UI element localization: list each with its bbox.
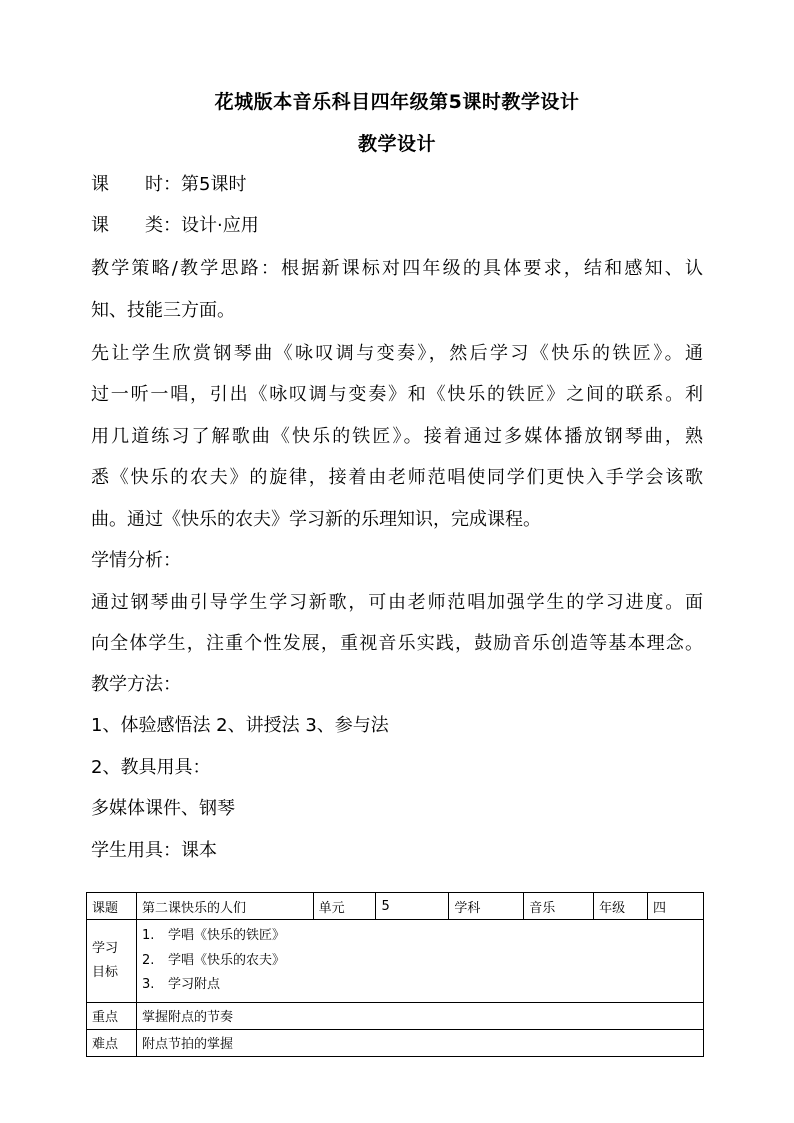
analysis-heading: 学情分析： xyxy=(91,550,181,571)
objectives-label-cell xyxy=(87,920,137,1003)
strategy-line-1: 教学策略/教学思路：根据新课标对四年级的具体要求，结和感知、认 xyxy=(91,258,703,279)
strategy-line-2: 知、技能三方面。 xyxy=(91,300,235,321)
plan-line-1: 先让学生欣赏钢琴曲《咏叹调与变奏》，然后学习《快乐的铁匠》。通 xyxy=(91,343,703,364)
subject-value-cell: 第二课快乐的人们 xyxy=(136,893,313,920)
objective-number: 1. xyxy=(141,928,155,943)
plan-line-5: 曲。通过《快乐的农夫》学习新的乐理知识，完成课程。 xyxy=(91,509,541,530)
objective-text: 学唱《快乐的农夫》 xyxy=(167,952,285,968)
objective-text: 学唱《快乐的铁匠》 xyxy=(167,928,285,943)
table-row xyxy=(87,1029,704,1056)
difficulty-label-cell: 难点 xyxy=(87,1029,137,1056)
subject-label-cell: 课题 xyxy=(87,893,137,920)
objective-number: 3. xyxy=(141,977,155,992)
list-item xyxy=(142,973,703,998)
methods-heading: 教学方法： xyxy=(91,674,181,695)
analysis-line-1: 通过钢琴曲引导学生学习新歌，可由老师范唱加强学生的学习进度。面 xyxy=(91,592,703,613)
plan-line-4: 悉《快乐的农夫》的旋律，接着由老师范唱使同学们更快入手学会该歌 xyxy=(91,467,703,488)
class-hour-line: 课 时：第5课时 xyxy=(91,174,247,195)
grade-label-cell: 年级 xyxy=(594,893,648,920)
student-tools-line: 学生用具：课本 xyxy=(91,840,217,861)
grade-value-cell: 四 xyxy=(648,893,704,920)
table-row xyxy=(87,893,704,920)
unit-value-cell: 5 xyxy=(376,893,449,920)
table-row xyxy=(87,920,704,1003)
discipline-label-cell: 学科 xyxy=(449,893,524,920)
objective-number: 2. xyxy=(141,952,155,968)
table-row xyxy=(87,1002,704,1029)
difficulty-value-cell: 附点节拍的掌握 xyxy=(136,1029,703,1056)
analysis-line-2: 向全体学生，注重个性发展，重视音乐实践，鼓励音乐创造等基本理念。 xyxy=(91,633,703,654)
key-point-label-cell: 重点 xyxy=(87,1002,137,1029)
plan-line-2: 过一听一唱，引出《咏叹调与变奏》和《快乐的铁匠》之间的联系。利 xyxy=(91,384,703,405)
objectives-cell xyxy=(136,920,703,1003)
lesson-info-table xyxy=(86,892,704,1057)
class-type-line: 课 类：设计·应用 xyxy=(91,215,259,236)
plan-line-3: 用几道练习了解歌曲《快乐的铁匠》。接着通过多媒体播放钢琴曲，熟 xyxy=(91,426,703,447)
tools-heading: 2、教具用具： xyxy=(91,757,211,778)
key-point-value-cell: 掌握附点的节奏 xyxy=(136,1002,703,1029)
list-item xyxy=(142,924,703,949)
methods-line: 1、体验感悟法 2、讲授法 3、参与法 xyxy=(91,715,389,736)
unit-label-cell: 单元 xyxy=(313,893,376,920)
page-title: 花城版本音乐科目四年级第5课时教学设计 xyxy=(214,91,580,113)
objectives-label: 学习目标 xyxy=(92,940,119,980)
page-subtitle: 教学设计 xyxy=(357,133,436,155)
tools-line: 多媒体课件、钢琴 xyxy=(91,798,235,819)
objective-text: 学习附点 xyxy=(167,977,220,992)
list-item xyxy=(142,949,703,974)
discipline-value-cell: 音乐 xyxy=(524,893,594,920)
